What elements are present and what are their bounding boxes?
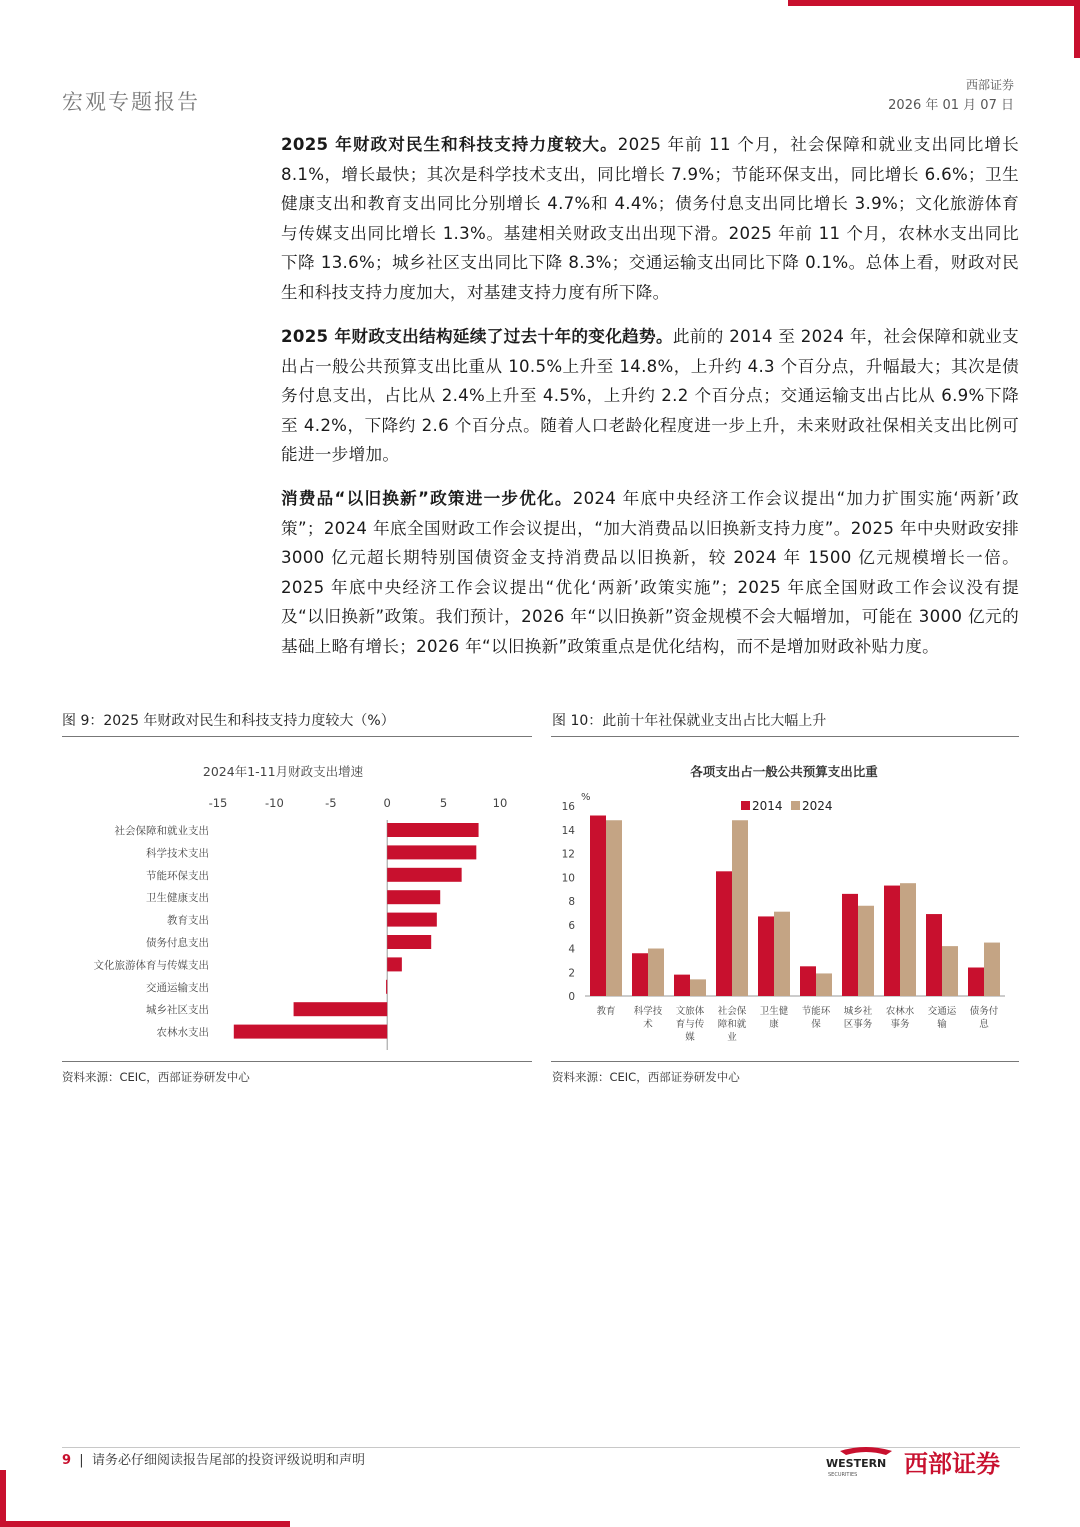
bar	[800, 966, 816, 996]
figure-9-caption: 图 9：2025 年财政对民生和科技支持力度较大（%）	[62, 713, 395, 729]
legend-swatch	[741, 801, 750, 810]
bar	[674, 975, 690, 996]
y-tick-label: 6	[568, 919, 575, 932]
y-tick-label: 8	[568, 896, 575, 908]
paragraph-2	[281, 322, 1019, 470]
category-label: 社会保障和就业支出	[114, 825, 209, 837]
x-tick-label: -10	[265, 796, 284, 810]
category-label: 交通运输支出	[146, 981, 209, 994]
category-label: 事务	[890, 1019, 910, 1030]
figure-9-source: 资料来源：CEIC，西部证券研发中心	[62, 1070, 250, 1084]
legend-swatch	[791, 801, 800, 810]
paragraph-text: 2024 年底中央经济工作会议提出“加力扩围实施‘两新’政策”；2024 年底全国财政工作会议提出，“加大消费品以旧换新支持力度”。2025 年中央财政安排 3000 亿元超长期特别国债资金支持消费品以旧换新，较 2024 年 1500 亿元规模增长一倍。2025 年底中央经济工作会议提出“优化‘两新’政策实施”；2025 年底全国财政工作会议没有提及“以旧换新”政策。我们预计，2026 年“以旧换新”资金规模不会大幅增加，可能在 3000 亿元的基础上略有增长；2026 年“以旧换新”政策重点是优化结构，而不是增加财政补贴力度。	[281, 489, 1019, 656]
bar	[590, 816, 606, 997]
figure-10-source: 资料来源：CEIC，西部证券研发中心	[552, 1070, 740, 1084]
x-tick-label: -15	[208, 796, 228, 810]
category-label: 交通运	[927, 1006, 957, 1017]
category-label: 卫生健	[759, 1006, 789, 1017]
category-label: 育与传	[675, 1019, 705, 1030]
figure-10-rule	[551, 736, 1019, 737]
chart-title: 各项支出占一般公共预算支出比重	[690, 764, 878, 779]
category-label: 保	[811, 1019, 821, 1030]
bar	[716, 871, 732, 996]
y-tick-label: 14	[561, 824, 575, 837]
category-label: 教育	[596, 1006, 616, 1017]
paragraph-1	[281, 130, 1019, 307]
legend-label: 2024	[802, 799, 833, 813]
bar	[387, 957, 402, 971]
bar	[926, 914, 942, 996]
bar	[294, 1002, 388, 1016]
category-label: 农林水	[885, 1006, 915, 1017]
category-label: 障和就	[717, 1019, 747, 1030]
top-accent-bar-vertical	[1074, 0, 1080, 58]
logo-horns-icon	[840, 1447, 892, 1455]
footer-separator: |	[71, 1453, 92, 1468]
top-accent-bar	[788, 0, 1080, 6]
category-label: 区事务	[843, 1019, 873, 1030]
footer-notice	[62, 1449, 365, 1468]
category-label: 媒	[685, 1032, 695, 1043]
category-label: 城乡社	[843, 1006, 873, 1017]
category-label: 息	[979, 1019, 989, 1030]
bar	[234, 1025, 387, 1039]
figure-9-bottom-rule	[62, 1061, 532, 1062]
figure-9-rule	[62, 736, 532, 737]
bar	[690, 979, 706, 996]
share-bar-chart	[551, 748, 1020, 1058]
company-name: 西部证券	[965, 78, 1014, 92]
category-label: 科学技术支出	[146, 847, 209, 860]
category-label: 文化旅游体育与传媒支出	[93, 959, 209, 972]
bar	[387, 823, 478, 837]
y-tick-label: 10	[561, 872, 575, 885]
figure-10-caption: 图 10：此前十年社保就业支出占比大幅上升	[552, 713, 827, 729]
bar	[632, 953, 648, 996]
bottom-accent-bar	[0, 1521, 290, 1527]
legend-label: 2014	[752, 799, 783, 813]
category-label: 城乡社区支出	[146, 1004, 209, 1017]
bar	[387, 868, 461, 882]
category-label: 术	[643, 1019, 653, 1030]
y-unit-label: %	[581, 792, 591, 803]
category-label: 康	[769, 1019, 779, 1030]
category-label: 社会保	[717, 1006, 747, 1017]
bar	[606, 820, 622, 996]
bar	[648, 949, 664, 997]
y-tick-label: 4	[568, 943, 575, 956]
paragraph-text: 此前的 2014 至 2024 年，社会保障和就业支出占一般公共预算支出比重从 10.5%上升至 14.8%，上升约 4.3 个百分点，升幅最大；其次是债务付息支出，占比从 2.4%上升至 4.5%，上升约 2.2 个百分点；交通运输支出占比从 6.9%下降至 4.2%，下降约 2.6 个百分点。随着人口老龄化程度进一步上升，未来财政社保相关支出比例可能进一步增加。	[281, 327, 1020, 464]
bar	[386, 980, 387, 994]
logo-chinese: 西部证券	[904, 1450, 1000, 1478]
x-tick-label: -5	[325, 796, 337, 810]
paragraph-lead: 2025 年财政支出结构延续了过去十年的变化趋势。	[281, 327, 673, 346]
footer-disclaimer: 请务必仔细阅读报告尾部的投资评级说明和声明	[91, 1453, 365, 1468]
bar	[842, 894, 858, 996]
bottom-accent-bar-vertical	[0, 1470, 6, 1527]
bar	[774, 912, 790, 996]
y-tick-label: 2	[568, 967, 575, 980]
bar	[900, 883, 916, 996]
paragraph-lead: 消费品“以旧换新”政策进一步优化。	[281, 489, 573, 508]
report-date: 2026 年 01 月 07 日	[888, 98, 1014, 113]
logo-english-sub: SECURITIES	[828, 1472, 858, 1478]
growth-bar-chart	[62, 748, 532, 1058]
chart-title: 2024年1-11月财政支出增速	[202, 764, 364, 779]
bar	[816, 973, 832, 996]
y-tick-label: 16	[561, 801, 575, 813]
category-label: 债务付息支出	[146, 937, 209, 949]
western-securities-logo	[826, 1443, 1016, 1481]
paragraph-lead: 2025 年财政对民生和科技支持力度较大。	[281, 135, 618, 154]
category-label: 科学技	[633, 1006, 663, 1017]
category-label: 卫生健康支出	[146, 892, 209, 905]
bar	[732, 820, 748, 996]
bar	[758, 916, 774, 996]
y-tick-label: 12	[561, 848, 575, 861]
category-label: 农林水支出	[156, 1026, 209, 1039]
figure-10-bottom-rule	[551, 1061, 1019, 1062]
page-number: 9	[62, 1453, 72, 1468]
category-label: 教育支出	[167, 914, 209, 927]
y-tick-label: 0	[568, 991, 575, 1003]
x-tick-label: 0	[383, 796, 391, 810]
category-label: 节能环	[801, 1006, 831, 1017]
bar	[387, 890, 440, 904]
category-label: 输	[937, 1019, 947, 1030]
x-tick-label: 10	[492, 796, 508, 810]
paragraph-3	[281, 484, 1019, 661]
bar	[387, 913, 437, 927]
category-label: 节能环保支出	[146, 869, 209, 882]
bar	[387, 845, 476, 859]
bar	[387, 935, 431, 949]
document-title: 宏观专题报告	[62, 90, 200, 114]
bar	[968, 968, 984, 997]
bar	[884, 886, 900, 996]
category-label: 文旅体	[675, 1006, 705, 1017]
bar	[984, 943, 1000, 996]
x-tick-label: 5	[439, 796, 448, 810]
bar	[942, 946, 958, 996]
logo-english: WESTERN	[826, 1457, 887, 1470]
paragraph-text: 2025 年前 11 个月，社会保障和就业支出同比增长 8.1%，增长最快；其次是科学技术支出，同比增长 7.9%；节能环保支出，同比增长 6.6%；卫生健康支出和教育支出同比分别增长 4.7%和 4.4%；债务付息支出同比增长 3.9%；文化旅游体育与传媒支出同比增长 1.3%。基建相关财政支出出现下滑。2025 年前 11 个月，农林水支出同比下降 13.6%；城乡社区支出同比下降 8.3%；交通运输支出同比下降 0.1%。总体上看，财政对民生和科技支持力度加大，对基建支持力度有所下降。	[281, 135, 1019, 302]
bar	[858, 906, 874, 996]
category-label: 债务付	[969, 1006, 999, 1017]
category-label: 业	[727, 1032, 737, 1043]
